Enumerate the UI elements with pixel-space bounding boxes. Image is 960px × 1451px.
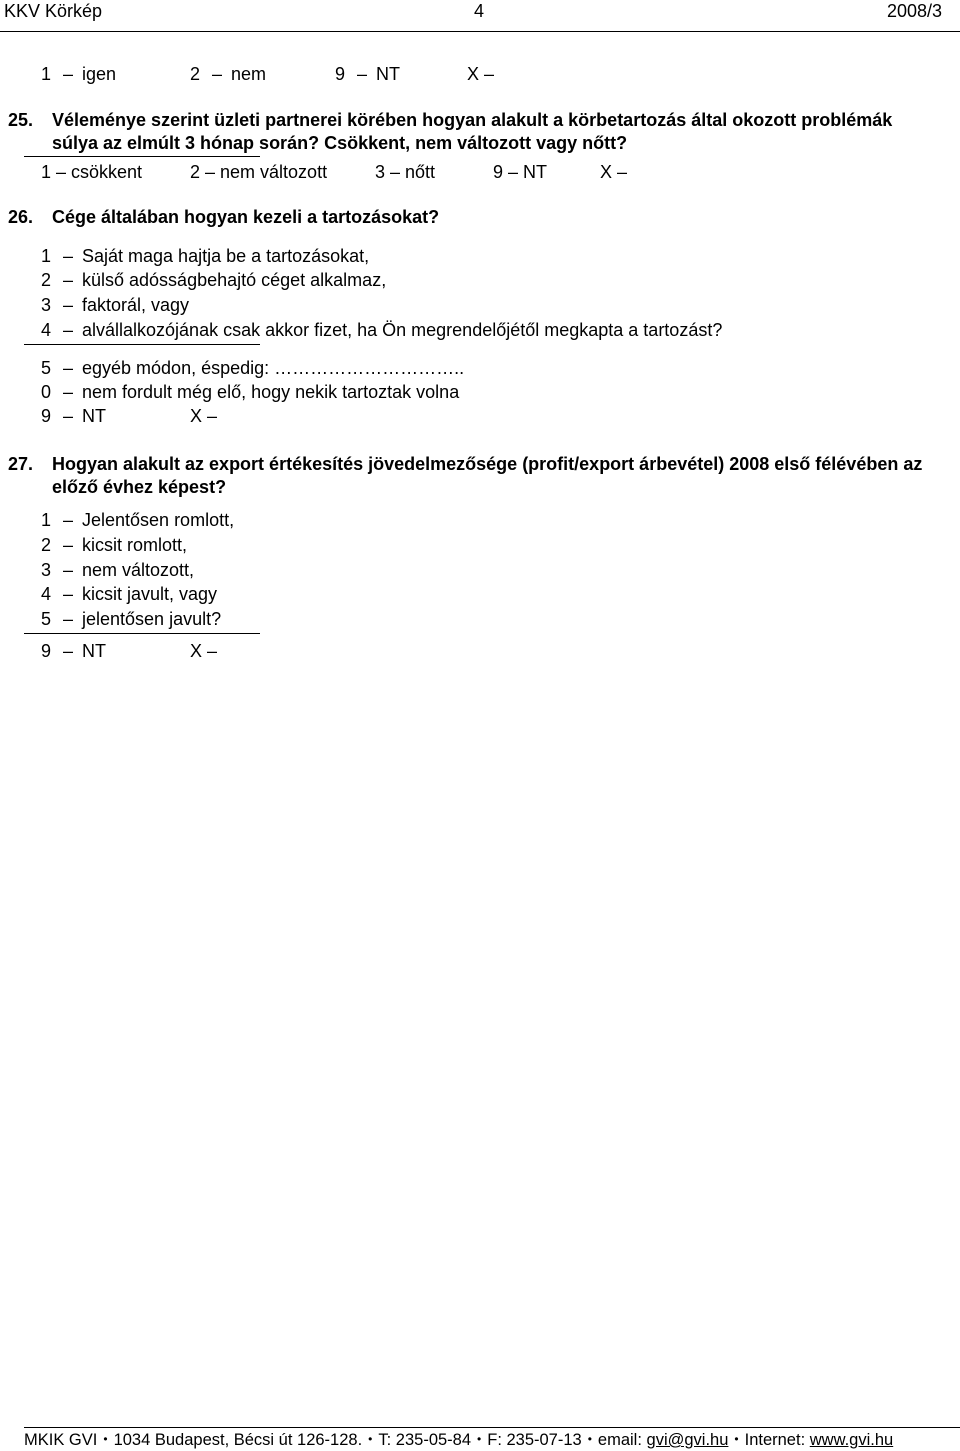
option-text: külső adósságbehajtó céget alkalmaz,	[82, 270, 387, 290]
option-number: 1	[41, 64, 52, 84]
footer-email-label: email:	[597, 1431, 642, 1449]
option-dash: –	[62, 320, 73, 340]
option-text: nem	[231, 64, 267, 84]
footer-email-link[interactable]: gvi@gvi.hu	[646, 1431, 729, 1449]
option-number: 0	[41, 382, 52, 402]
option-number: 5	[41, 358, 52, 378]
header-left: KKV Körkép	[4, 1, 103, 21]
option-text: NT	[82, 406, 106, 426]
option-dash: –	[62, 270, 73, 290]
option-number: 2	[190, 64, 201, 84]
option-text: nem fordult még elő, hogy nekik tartoztak volna	[82, 382, 460, 402]
question-line: Véleménye szerint üzleti partnerei körében hogyan alakult a körbetartozás által okozott problémák	[52, 110, 893, 130]
section-rule	[24, 156, 260, 157]
option-number: 9	[41, 641, 52, 661]
footer-address: 1034 Budapest, Bécsi út 126-128.	[113, 1431, 363, 1449]
option-number: 3	[41, 295, 52, 315]
q25-option-x: X –	[600, 162, 628, 182]
option-dash: –	[62, 406, 73, 426]
footer-web-link[interactable]: www.gvi.hu	[809, 1431, 894, 1449]
question-line: előző évhez képest?	[52, 477, 227, 497]
option-dash: –	[62, 560, 73, 580]
option-dash: –	[62, 64, 73, 84]
option-text: NT	[82, 641, 106, 661]
question-text-25	[52, 109, 892, 155]
option-number: 2	[41, 270, 52, 290]
option-dash: –	[62, 510, 73, 530]
option-dash: –	[62, 535, 73, 555]
option-text: Jelentősen romlott,	[82, 510, 235, 530]
question-text-26: Cége általában hogyan kezeli a tartozásokat?	[52, 207, 440, 227]
option-dash: –	[62, 641, 73, 661]
question-line: súlya az elmúlt 3 hónap során? Csökkent, nem változott vagy nőtt?	[52, 133, 628, 153]
header-right: 2008/3	[886, 1, 942, 21]
option-text: kicsit romlott,	[82, 535, 188, 555]
q25-option-3: 3 – nőtt	[375, 162, 436, 182]
option-dash: –	[62, 246, 73, 266]
question-number-25: 25.	[8, 110, 34, 130]
option-text: alvállalkozójának csak akkor fizet, ha Ön megrendelőjétől megkapta a tartozást?	[82, 320, 723, 340]
q27-option-x: X –	[190, 641, 218, 661]
footer-org: MKIK GVI	[24, 1431, 98, 1449]
bullet-separator: •	[368, 1432, 373, 1446]
option-text: kicsit javult, vagy	[82, 584, 218, 604]
option-number: 1	[41, 510, 52, 530]
header-rule	[0, 31, 960, 32]
option-dash: –	[62, 609, 73, 629]
footer	[24, 1430, 893, 1451]
option-text: nem változott,	[82, 560, 195, 580]
option-text: jelentősen javult?	[82, 609, 222, 629]
section-rule	[24, 344, 260, 345]
q26-option-x: X –	[190, 406, 218, 426]
option-number: 2	[41, 535, 52, 555]
footer-phone: T: 235-05-84	[378, 1431, 472, 1449]
bullet-separator: •	[103, 1432, 108, 1446]
option-dash: –	[356, 64, 367, 84]
option-text: egyéb módon, éspedig: …………………………..	[82, 358, 465, 378]
option-number: 5	[41, 609, 52, 629]
option-dash: –	[62, 382, 73, 402]
q25-option-9: 9 – NT	[493, 162, 548, 182]
option-number: 4	[41, 320, 52, 340]
option-dash: –	[62, 295, 73, 315]
option-text: igen	[82, 64, 117, 84]
bullet-separator: •	[734, 1432, 739, 1446]
footer-web-label: Internet:	[744, 1431, 806, 1449]
option-dash: –	[62, 584, 73, 604]
question-number-27: 27.	[8, 454, 34, 474]
option-number: 1	[41, 246, 52, 266]
option-dash: –	[62, 358, 73, 378]
option-text: Saját maga hajtja be a tartozásokat,	[82, 246, 370, 266]
question-number-26: 26.	[8, 207, 34, 227]
bullet-separator: •	[477, 1432, 482, 1446]
option-text: faktorál, vagy	[82, 295, 190, 315]
section-rule	[24, 633, 260, 634]
question-line: Hogyan alakult az export értékesítés jövedelmezősége (profit/export árbevétel) 2008 első félévében az	[52, 454, 923, 474]
bullet-separator: •	[587, 1432, 592, 1446]
page-number: 4	[474, 1, 485, 21]
footer-rule	[24, 1427, 960, 1428]
q24-option-x: X –	[467, 64, 495, 84]
question-text-27	[52, 453, 922, 499]
q25-option-2: 2 – nem változott	[190, 162, 328, 182]
option-number: 9	[335, 64, 346, 84]
option-text: NT	[376, 64, 400, 84]
footer-fax: F: 235-07-13	[487, 1431, 582, 1449]
q25-option-1: 1 – csökkent	[41, 162, 143, 182]
option-number: 4	[41, 584, 52, 604]
option-number: 3	[41, 560, 52, 580]
option-number: 9	[41, 406, 52, 426]
option-dash: –	[211, 64, 222, 84]
